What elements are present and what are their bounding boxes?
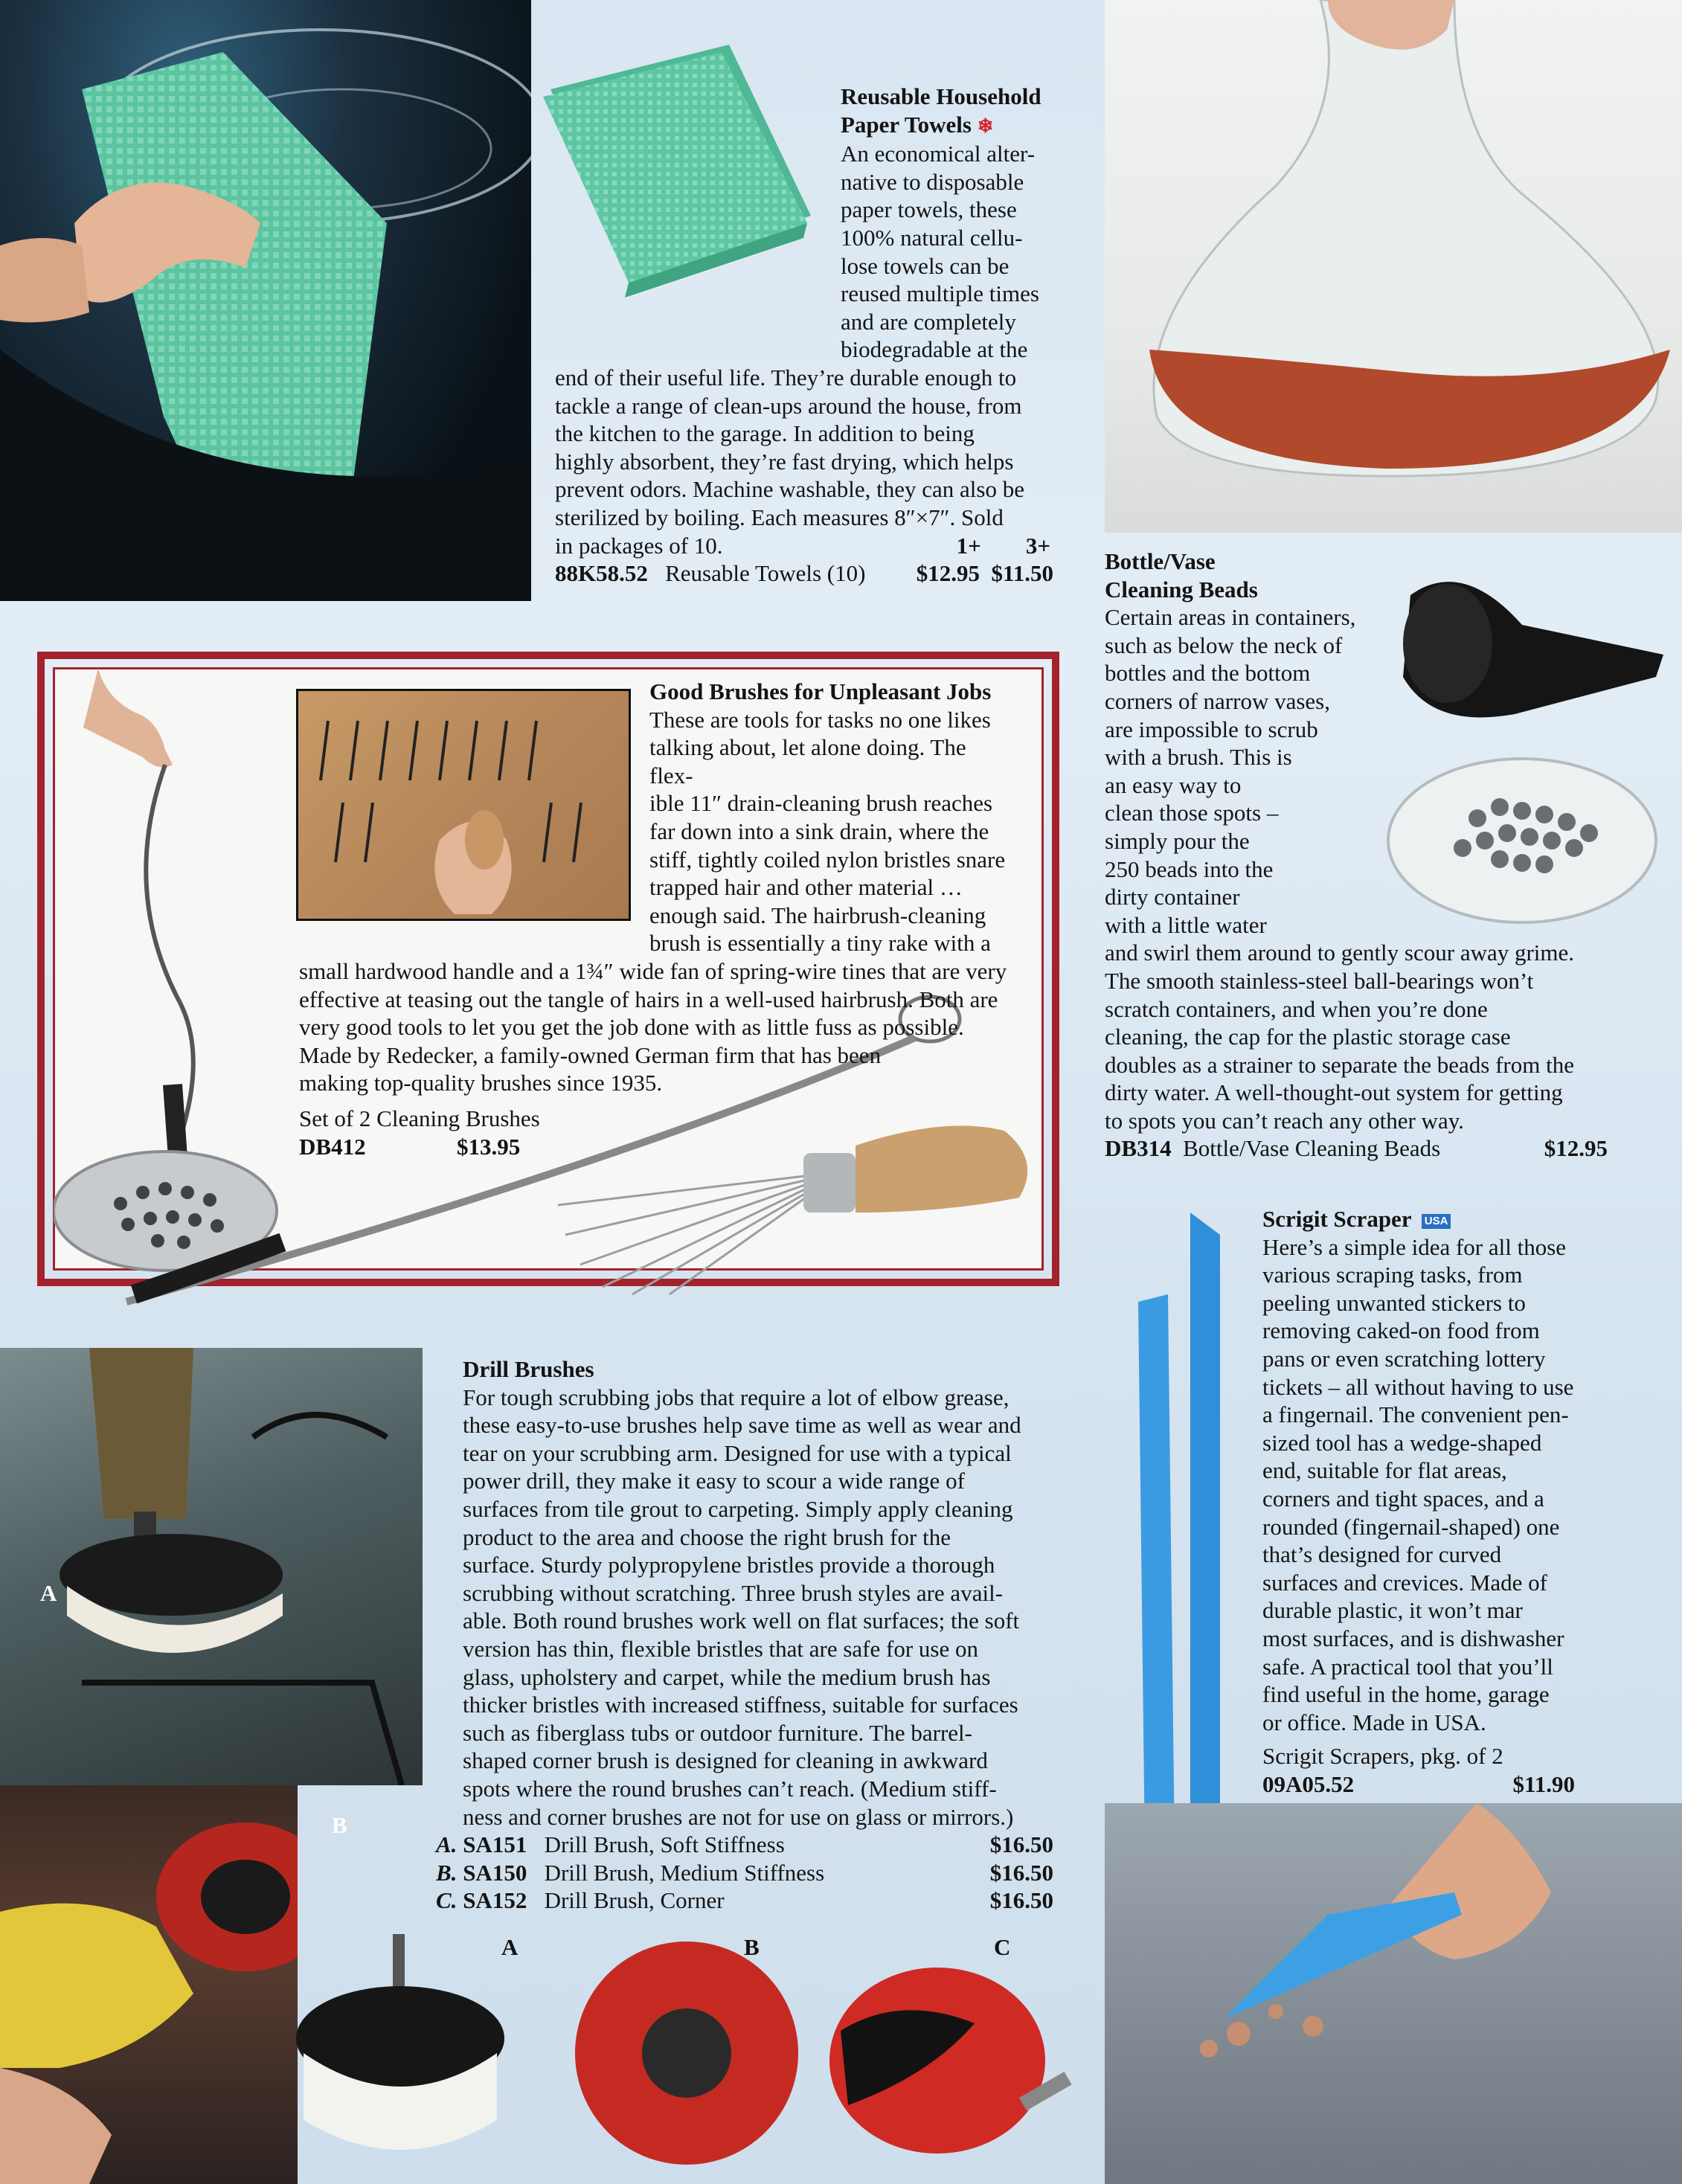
brushes-price: $13.95 <box>457 1133 521 1160</box>
drill-item-a-name: Drill Brush, Soft Stiffness <box>544 1831 785 1858</box>
drill-body-12: such as fiberglass tubs or outdoor furniture. The barrel- <box>463 1719 972 1746</box>
drill-body-15: ness and corner brushes are not for use on glass or mirrors.) <box>463 1803 1014 1830</box>
drill-item-b-sku: SA150 <box>463 1859 527 1886</box>
photo-label-b: B <box>744 1934 760 1960</box>
drill-brush-a-photo <box>0 1348 423 1785</box>
towels-price2: $11.50 <box>991 560 1053 587</box>
scraper-body-6: a fingernail. The convenient pen- <box>1262 1401 1569 1428</box>
drill-body-6: surface. Sturdy polypropylene bristles provide a thorough <box>463 1552 995 1578</box>
beads-body-0: Certain areas in containers, <box>1105 604 1356 631</box>
brushes-price-row <box>299 1133 1013 1161</box>
towels-block <box>555 83 1053 588</box>
towels-body-0: An economical alter- <box>841 141 1036 167</box>
brushes-sku: DB412 <box>299 1133 366 1160</box>
drill-body-7: scrubbing without scratching. Three brush styles are avail- <box>463 1579 1004 1606</box>
towels-price1: $12.95 <box>916 560 980 587</box>
scraper-body-15: safe. A practical tool that you’ll <box>1262 1653 1553 1680</box>
drill-body-9: version has thin, flexible bristles that are safe for use on <box>463 1635 978 1662</box>
beads-body-10: dirty container <box>1105 884 1240 910</box>
towels-title-line1: Reusable Household <box>841 83 1041 109</box>
scraper-body-9: corners and tight spaces, and a <box>1262 1485 1544 1512</box>
photo-label-b-left: B <box>332 1812 347 1838</box>
scraper-body-2: peeling unwanted stickers to <box>1262 1289 1526 1316</box>
towels-body-3: 100% natural cellu- <box>841 224 1023 251</box>
beads-body-11: with a little water <box>1105 911 1267 938</box>
drill-item-row-a <box>436 1831 1053 1859</box>
towels-sku: 88K58.52 <box>555 560 648 587</box>
scraper-sku: 09A05.52 <box>1262 1770 1355 1797</box>
drill-item-c-price: $16.50 <box>989 1887 1053 1914</box>
scraper-pkg-label: Scrigit Scrapers, pkg. of 2 <box>1262 1743 1503 1770</box>
scraper-body-10: rounded (fingernail-shaped) one <box>1262 1513 1560 1540</box>
drill-item-row-b <box>436 1859 1053 1887</box>
decanter-photo <box>1105 0 1682 533</box>
scraper-price-row <box>1262 1770 1575 1799</box>
brushes-body-5: trapped hair and other material … <box>649 874 963 901</box>
scraper-title: Scrigit Scraper <box>1262 1206 1412 1232</box>
drill-body-0: For tough scrubbing jobs that require a lot of elbow grease, <box>463 1384 1009 1410</box>
drill-title: Drill Brushes <box>463 1356 594 1382</box>
beads-body-7: clean those spots – <box>1105 800 1279 826</box>
maple-leaf-icon: ❄ <box>977 115 994 137</box>
beads-body-15: cleaning, the cap for the plastic storage case <box>1105 1024 1511 1050</box>
beads-body-12: and swirl them around to gently scour away grime. <box>1105 940 1575 966</box>
beads-price-row <box>1105 1134 1614 1163</box>
towels-prices <box>917 559 1053 588</box>
beads-body-4: are impossible to scrub <box>1105 716 1318 742</box>
drill-item-c-sku: SA152 <box>463 1887 527 1914</box>
towels-qty-headers <box>957 532 1053 560</box>
drill-body-1: these easy-to-use brushes help save time as well as wear and <box>463 1412 1021 1439</box>
drill-brush-product-b <box>571 1934 802 2172</box>
drill-item-b-letter: B. <box>436 1859 458 1886</box>
beads-body-16: doubles as a strainer to separate the beads from the <box>1105 1051 1574 1078</box>
towels-item: Reusable Towels (10) <box>665 560 866 587</box>
brushes-body-0: These are tools for tasks no one likes <box>649 706 991 733</box>
beads-price: $12.95 <box>1544 1135 1608 1162</box>
scraper-body-8: end, suitable for flat areas, <box>1262 1457 1507 1484</box>
towels-body-6: and are completely <box>841 308 1016 335</box>
brushes-body-10: very good tools to let you get the job done with as little fuss as possible. <box>299 1014 964 1041</box>
brushes-body-7: brush is essentially a tiny rake with a <box>649 930 991 957</box>
towels-body-12: prevent odors. Machine washable, they can also be <box>555 476 1024 503</box>
beads-body-6: an easy way to <box>1105 771 1242 798</box>
scraper-body-13: durable plastic, it won’t mar <box>1262 1597 1523 1624</box>
towels-body-2: paper towels, these <box>841 196 1017 223</box>
towels-body-4: lose towels can be <box>841 252 1009 279</box>
scraper-in-use-photo <box>1105 1803 1682 2184</box>
beads-body-17: dirty water. A well-thought-out system for getting <box>1105 1079 1563 1106</box>
brushes-body-9: effective at teasing out the tangle of hairs in a well-used hairbrush. Both are <box>299 986 998 1012</box>
scraper-body-3: removing caked-on food from <box>1262 1317 1540 1344</box>
drill-item-a-price: $16.50 <box>989 1831 1053 1858</box>
brushes-body-12: making top-quality brushes since 1935. <box>299 1070 663 1096</box>
scraper-block <box>1262 1205 1575 1798</box>
drill-item-c-name: Drill Brush, Corner <box>544 1887 725 1914</box>
drill-item-b-price: $16.50 <box>989 1859 1053 1886</box>
beads-body-8: simply pour the <box>1105 827 1250 854</box>
beads-title-line2: Cleaning Beads <box>1105 576 1258 603</box>
drill-brush-product-c <box>826 1964 1079 2165</box>
drill-item-a-letter: A. <box>436 1831 458 1858</box>
towels-body-13: sterilized by boiling. Each measures 8″×7″. Sold <box>555 504 1004 530</box>
scraper-body-17: or office. Made in USA. <box>1262 1709 1486 1735</box>
photo-label-c: C <box>994 1934 1011 1960</box>
scraper-body-12: surfaces and crevices. Made of <box>1262 1569 1548 1596</box>
scraper-body-14: most surfaces, and is dishwasher <box>1262 1625 1564 1651</box>
towels-body-10: the kitchen to the garage. In addition to being <box>555 420 975 447</box>
drill-item-c-letter: C. <box>436 1887 458 1914</box>
brushes-body-1: talking about, let alone doing. The flex- <box>649 734 966 789</box>
brushes-body-8: small hardwood handle and a 1¾″ wide fan of spring-wire tines that are very <box>299 957 1007 984</box>
beads-body-2: bottles and the bottom <box>1105 660 1311 687</box>
brushes-set-label: Set of 2 Cleaning Brushes <box>299 1105 540 1131</box>
drill-brush-product-a <box>289 1927 512 2180</box>
beads-body-9: 250 beads into the <box>1105 855 1274 882</box>
scraper-body-7: sized tool has a wedge-shaped <box>1262 1429 1542 1456</box>
towel-wiping-photo <box>0 0 531 601</box>
scraper-body-5: tickets – all without having to use <box>1262 1373 1574 1400</box>
drill-item-a-sku: SA151 <box>463 1831 527 1858</box>
towels-qty1: 1+ <box>956 532 981 559</box>
towels-body-5: reused multiple times <box>841 280 1039 307</box>
drill-body-4: surfaces from tile grout to carpeting. Simply apply cleaning <box>463 1495 1013 1522</box>
beads-body-1: such as below the neck of <box>1105 632 1343 658</box>
scraper-body-0: Here’s a simple idea for all those <box>1262 1233 1567 1260</box>
towels-title-line2: Paper Towels <box>841 111 972 138</box>
drill-body-10: glass, upholstery and carpet, while the medium brush has <box>463 1663 991 1690</box>
beads-item: Bottle/Vase Cleaning Beads <box>1183 1135 1441 1162</box>
drill-body-8: able. Both round brushes work well on flat surfaces; the soft <box>463 1608 1020 1634</box>
drill-body-3: power drill, they make it easy to scour a wide range of <box>463 1468 965 1494</box>
beads-sku: DB314 <box>1105 1135 1172 1162</box>
beads-body-14: scratch containers, and when you’re done <box>1105 995 1488 1022</box>
towels-qty2: 3+ <box>1025 532 1050 559</box>
beads-body-13: The smooth stainless-steel ball-bearings won’t <box>1105 967 1534 994</box>
beads-body-5: with a brush. This is <box>1105 744 1292 771</box>
drill-body-2: tear on your scrubbing arm. Designed for use with a typical <box>463 1439 1012 1466</box>
towels-body-7: biodegradable at the <box>841 336 1028 363</box>
beads-title-line1: Bottle/Vase <box>1105 548 1216 574</box>
drill-item-b-name: Drill Brush, Medium Stiffness <box>544 1859 825 1886</box>
drill-body-5: product to the area and choose the right brush for the <box>463 1523 951 1550</box>
brushes-block <box>299 678 1013 1160</box>
brushes-body-2: ible 11″ drain-cleaning brush reaches <box>649 790 993 817</box>
scraper-title-row <box>1262 1205 1575 1233</box>
brushes-body-3: far down into a sink drain, where the <box>649 818 989 844</box>
towels-body-9: tackle a range of clean-ups around the house, from <box>555 392 1022 419</box>
scraper-body-16: find useful in the home, garage <box>1262 1681 1550 1708</box>
drill-body-13: shaped corner brush is designed for cleaning in awkward <box>463 1747 988 1774</box>
drill-body-14: spots where the round brushes can’t reach. (Medium stiff- <box>463 1775 997 1802</box>
drill-block <box>436 1355 1053 1915</box>
towels-body-8: end of their useful life. They’re durable enough to <box>555 364 1017 391</box>
photo-label-a-left: A <box>40 1580 57 1606</box>
usa-badge: USA <box>1422 1214 1451 1229</box>
scraper-price: $11.90 <box>1512 1770 1575 1797</box>
drill-body-11: thicker bristles with increased stiffness, suitable for surfaces <box>463 1692 1018 1718</box>
towels-price-row <box>555 559 1053 588</box>
towels-title-line2-row <box>841 111 1053 141</box>
photo-label-a: A <box>501 1934 519 1960</box>
brushes-title: Good Brushes for Unpleasant Jobs <box>649 678 992 704</box>
beads-body-3: corners of narrow vases, <box>1105 687 1330 714</box>
brushes-body-11: Made by Redecker, a family-owned German firm that has been <box>299 1041 882 1068</box>
scraper-body-11: that’s designed for curved <box>1262 1541 1502 1568</box>
scraper-body-1: various scraping tasks, from <box>1262 1262 1523 1288</box>
scraper-body-4: pans or even scratching lottery <box>1262 1345 1546 1372</box>
brushes-body-6: enough said. The hairbrush-cleaning <box>649 902 986 928</box>
towels-body-1: native to disposable <box>841 168 1024 195</box>
drill-brush-b-photo <box>0 1785 298 2184</box>
towels-last-line: in packages of 10. <box>555 532 723 559</box>
drill-item-row-c <box>436 1886 1053 1915</box>
brushes-body-4: stiff, tightly coiled nylon bristles snare <box>649 846 1006 873</box>
beads-block <box>1105 547 1614 1163</box>
towels-body-11: highly absorbent, they’re fast drying, which helps <box>555 448 1014 475</box>
towels-qty-row <box>555 532 1053 560</box>
beads-body-18: to spots you can’t reach any other way. <box>1105 1107 1464 1134</box>
